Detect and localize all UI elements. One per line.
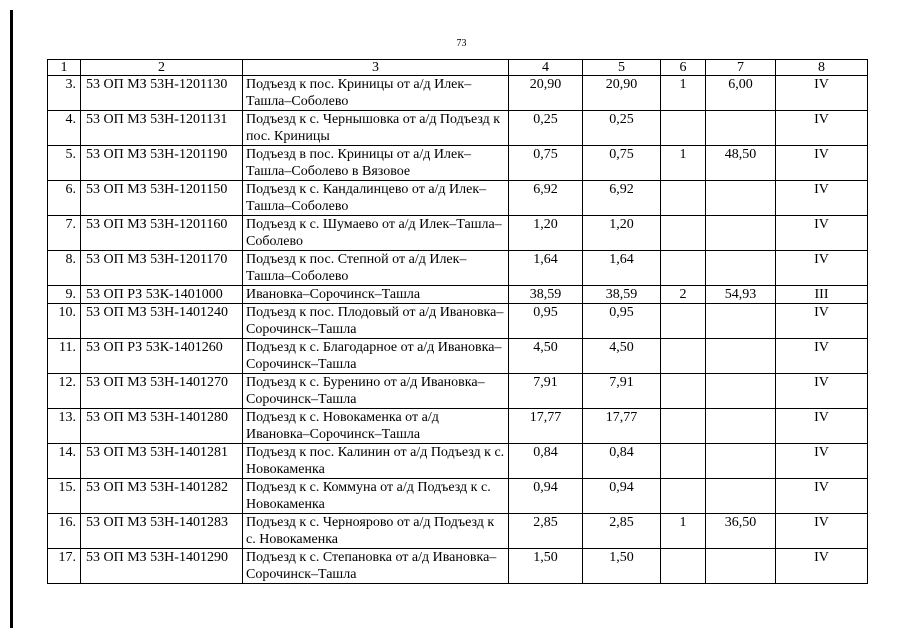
row-number: 9. xyxy=(48,286,81,304)
category-value: IV xyxy=(776,76,868,111)
column-header: 6 xyxy=(661,60,706,76)
category-value: IV xyxy=(776,479,868,514)
count-value xyxy=(661,479,706,514)
measure-value xyxy=(706,444,776,479)
category-value: IV xyxy=(776,146,868,181)
measure-value xyxy=(706,339,776,374)
count-value xyxy=(661,339,706,374)
road-code: 53 ОП МЗ 53Н-1201150 xyxy=(81,181,243,216)
road-name: Ивановка–Сорочинск–Ташла xyxy=(243,286,509,304)
length-value: 0,95 xyxy=(509,304,583,339)
category-value: IV xyxy=(776,339,868,374)
road-code: 53 ОП МЗ 53Н-1401290 xyxy=(81,549,243,584)
table-row xyxy=(48,374,868,409)
length-value-2: 4,50 xyxy=(583,339,661,374)
column-header: 3 xyxy=(243,60,509,76)
length-value-2: 1,50 xyxy=(583,549,661,584)
count-value: 1 xyxy=(661,76,706,111)
binding-line xyxy=(10,10,13,628)
road-code: 53 ОП МЗ 53Н-1401282 xyxy=(81,479,243,514)
road-name: Подъезд к с. Кандалинцево от а/д Илек–Ташла–Соболево xyxy=(243,181,509,216)
row-number: 6. xyxy=(48,181,81,216)
length-value-2: 0,84 xyxy=(583,444,661,479)
length-value: 1,50 xyxy=(509,549,583,584)
length-value: 20,90 xyxy=(509,76,583,111)
road-name: Подъезд к с. Новокаменка от а/д Ивановка–Сорочинск–Ташла xyxy=(243,409,509,444)
row-number: 13. xyxy=(48,409,81,444)
count-value: 1 xyxy=(661,514,706,549)
length-value-2: 1,64 xyxy=(583,251,661,286)
length-value: 2,85 xyxy=(509,514,583,549)
road-code: 53 ОП МЗ 53Н-1401240 xyxy=(81,304,243,339)
road-code: 53 ОП МЗ 53Н-1201130 xyxy=(81,76,243,111)
table-row xyxy=(48,111,868,146)
category-value: III xyxy=(776,286,868,304)
category-value: IV xyxy=(776,444,868,479)
measure-value xyxy=(706,479,776,514)
table-row xyxy=(48,339,868,374)
road-code: 53 ОП МЗ 53Н-1401270 xyxy=(81,374,243,409)
table-row xyxy=(48,409,868,444)
count-value xyxy=(661,304,706,339)
count-value xyxy=(661,111,706,146)
category-value: IV xyxy=(776,409,868,444)
length-value: 0,75 xyxy=(509,146,583,181)
table-row xyxy=(48,304,868,339)
table-row xyxy=(48,76,868,111)
road-name: Подъезд к с. Благодарное от а/д Ивановка–Сорочинск–Ташла xyxy=(243,339,509,374)
measure-value xyxy=(706,549,776,584)
road-code: 53 ОП МЗ 53Н-1201190 xyxy=(81,146,243,181)
length-value-2: 0,75 xyxy=(583,146,661,181)
category-value: IV xyxy=(776,181,868,216)
measure-value xyxy=(706,111,776,146)
measure-value: 54,93 xyxy=(706,286,776,304)
measure-value xyxy=(706,181,776,216)
row-number: 7. xyxy=(48,216,81,251)
count-value xyxy=(661,549,706,584)
length-value-2: 17,77 xyxy=(583,409,661,444)
column-header: 1 xyxy=(48,60,81,76)
row-number: 15. xyxy=(48,479,81,514)
roads-table xyxy=(47,59,868,584)
length-value-2: 0,94 xyxy=(583,479,661,514)
measure-value: 6,00 xyxy=(706,76,776,111)
road-name: Подъезд к с. Чернышовка от а/д Подъезд к пос. Криницы xyxy=(243,111,509,146)
length-value: 0,84 xyxy=(509,444,583,479)
table-row xyxy=(48,479,868,514)
road-name: Подъезд к с. Черноярово от а/д Подъезд к с. Новокаменка xyxy=(243,514,509,549)
category-value: IV xyxy=(776,514,868,549)
length-value-2: 0,25 xyxy=(583,111,661,146)
length-value: 1,64 xyxy=(509,251,583,286)
road-name: Подъезд к с. Шумаево от а/д Илек–Ташла–Соболево xyxy=(243,216,509,251)
length-value: 0,94 xyxy=(509,479,583,514)
road-name: Подъезд к пос. Степной от а/д Илек–Ташла–Соболево xyxy=(243,251,509,286)
page-number: 73 xyxy=(456,38,467,49)
count-value xyxy=(661,251,706,286)
column-header: 4 xyxy=(509,60,583,76)
table-row xyxy=(48,251,868,286)
length-value-2: 1,20 xyxy=(583,216,661,251)
column-header: 7 xyxy=(706,60,776,76)
category-value: IV xyxy=(776,549,868,584)
measure-value: 36,50 xyxy=(706,514,776,549)
road-code: 53 ОП РЗ 53К-1401000 xyxy=(81,286,243,304)
length-value-2: 7,91 xyxy=(583,374,661,409)
row-number: 10. xyxy=(48,304,81,339)
row-number: 12. xyxy=(48,374,81,409)
column-header: 5 xyxy=(583,60,661,76)
length-value: 4,50 xyxy=(509,339,583,374)
table-row xyxy=(48,549,868,584)
category-value: IV xyxy=(776,304,868,339)
column-header: 2 xyxy=(81,60,243,76)
count-value xyxy=(661,181,706,216)
road-code: 53 ОП РЗ 53К-1401260 xyxy=(81,339,243,374)
road-name: Подъезд к пос. Криницы от а/д Илек–Ташла–Соболево xyxy=(243,76,509,111)
measure-value xyxy=(706,304,776,339)
road-name: Подъезд к пос. Плодовый от а/д Ивановка–Сорочинск–Ташла xyxy=(243,304,509,339)
road-code: 53 ОП МЗ 53Н-1401283 xyxy=(81,514,243,549)
category-value: IV xyxy=(776,251,868,286)
row-number: 3. xyxy=(48,76,81,111)
road-code: 53 ОП МЗ 53Н-1401281 xyxy=(81,444,243,479)
count-value: 1 xyxy=(661,146,706,181)
length-value: 1,20 xyxy=(509,216,583,251)
road-code: 53 ОП МЗ 53Н-1401280 xyxy=(81,409,243,444)
table-header-row xyxy=(48,60,868,76)
measure-value xyxy=(706,216,776,251)
measure-value xyxy=(706,251,776,286)
row-number: 11. xyxy=(48,339,81,374)
length-value: 7,91 xyxy=(509,374,583,409)
length-value: 17,77 xyxy=(509,409,583,444)
length-value-2: 2,85 xyxy=(583,514,661,549)
count-value xyxy=(661,374,706,409)
count-value: 2 xyxy=(661,286,706,304)
category-value: IV xyxy=(776,111,868,146)
road-name: Подъезд в пос. Криницы от а/д Илек–Ташла–Соболево в Вязовое xyxy=(243,146,509,181)
road-name: Подъезд к пос. Калинин от а/д Подъезд к с. Новокаменка xyxy=(243,444,509,479)
length-value-2: 38,59 xyxy=(583,286,661,304)
category-value: IV xyxy=(776,216,868,251)
table-row xyxy=(48,181,868,216)
column-header: 8 xyxy=(776,60,868,76)
table-row xyxy=(48,444,868,479)
row-number: 17. xyxy=(48,549,81,584)
length-value-2: 6,92 xyxy=(583,181,661,216)
count-value xyxy=(661,444,706,479)
length-value: 38,59 xyxy=(509,286,583,304)
road-code: 53 ОП МЗ 53Н-1201160 xyxy=(81,216,243,251)
length-value-2: 20,90 xyxy=(583,76,661,111)
row-number: 4. xyxy=(48,111,81,146)
length-value-2: 0,95 xyxy=(583,304,661,339)
row-number: 16. xyxy=(48,514,81,549)
row-number: 8. xyxy=(48,251,81,286)
length-value: 6,92 xyxy=(509,181,583,216)
measure-value: 48,50 xyxy=(706,146,776,181)
length-value: 0,25 xyxy=(509,111,583,146)
road-name: Подъезд к с. Коммуна от а/д Подъезд к с. Новокаменка xyxy=(243,479,509,514)
row-number: 14. xyxy=(48,444,81,479)
count-value xyxy=(661,409,706,444)
table-row xyxy=(48,146,868,181)
category-value: IV xyxy=(776,374,868,409)
road-name: Подъезд к с. Буренино от а/д Ивановка–Сорочинск–Ташла xyxy=(243,374,509,409)
road-code: 53 ОП МЗ 53Н-1201170 xyxy=(81,251,243,286)
road-name: Подъезд к с. Степановка от а/д Ивановка–Сорочинск–Ташла xyxy=(243,549,509,584)
row-number: 5. xyxy=(48,146,81,181)
table-row xyxy=(48,216,868,251)
count-value xyxy=(661,216,706,251)
table-row xyxy=(48,514,868,549)
table-row xyxy=(48,286,868,304)
measure-value xyxy=(706,409,776,444)
measure-value xyxy=(706,374,776,409)
road-code: 53 ОП МЗ 53Н-1201131 xyxy=(81,111,243,146)
